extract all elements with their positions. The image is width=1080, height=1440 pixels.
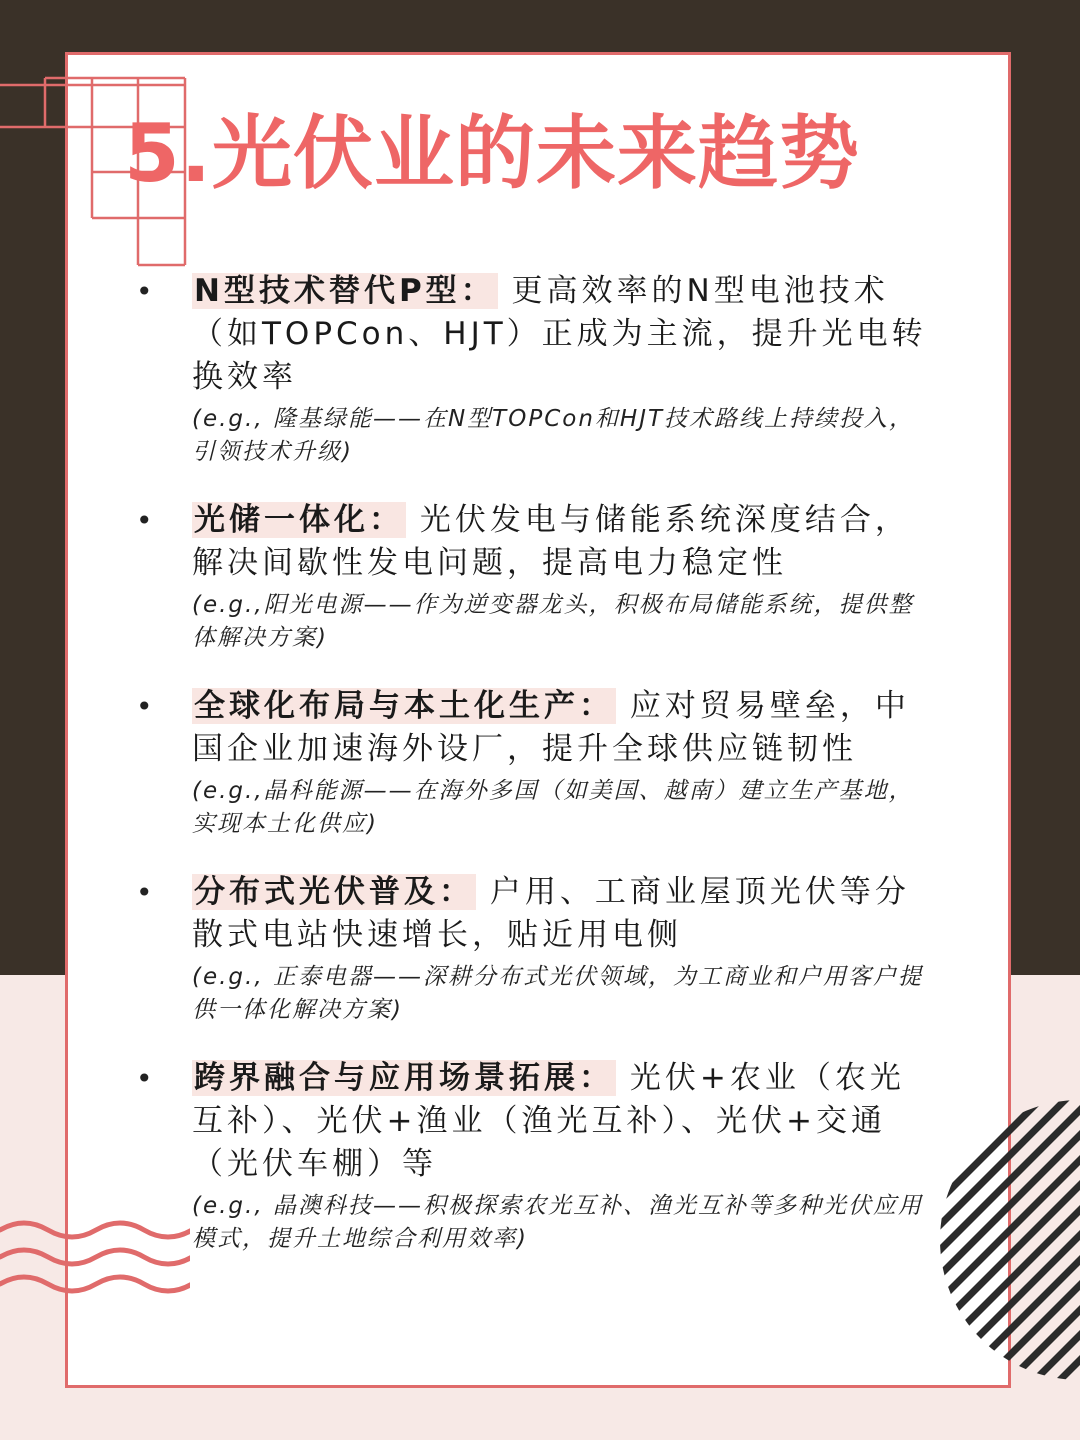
item-text [192,871,936,957]
bullet-icon: • [136,504,153,537]
item-example: (e.g.,晶科能源——在海外多国（如美国、越南）建立生产基地，实现本土化供应) [192,778,914,837]
item-text [192,499,936,585]
item-heading: 分布式光伏普及： [194,874,474,910]
trend-list [136,270,936,1286]
item-body: 光伏+农业（农光互补）、光伏+渔业（渔光互补）、光伏+交通（光伏车棚）等 [192,1060,905,1182]
item-heading: 跨界融合与应用场景拓展： [194,1060,614,1096]
item-body: 户用、工商业屋顶光伏等分散式电站快速增长，贴近用电侧 [192,874,910,953]
item-body: 光伏发电与储能系统深度结合，解决间歇性发电问题，提高电力稳定性 [192,502,910,581]
item-example: (e.g., 晶澳科技——积极探索农光互补、渔光互补等多种光伏应用模式，提升土地综合利用效率) [192,1193,923,1252]
list-item [136,499,936,655]
list-item [136,685,936,841]
item-text [192,270,936,399]
bullet-icon: • [136,1062,153,1095]
bullet-icon: • [136,876,153,909]
item-heading: 光储一体化： [194,502,404,538]
item-example: (e.g., 正泰电器——深耕分布式光伏领域，为工商业和户用客户提供一体化解决方案) [192,964,923,1023]
item-example: (e.g.,阳光电源——作为逆变器龙头，积极布局储能系统，提供整体解决方案) [192,592,914,651]
bullet-icon: • [136,690,153,723]
bullet-icon: • [136,275,153,308]
item-body: 应对贸易壁垒，中国企业加速海外设厂，提升全球供应链韧性 [192,688,910,767]
item-text [192,685,936,771]
item-text [192,1057,936,1186]
list-item [136,270,936,469]
item-example: (e.g., 隆基绿能——在N型TOPCon和HJT技术路线上持续投入，引领技术升级) [192,406,915,465]
list-item [136,871,936,1027]
item-heading: N型技术替代P型： [194,273,496,309]
stripes-decoration [935,1100,1080,1380]
item-heading: 全球化布局与本土化生产： [194,688,614,724]
page-title: 5.光伏业的未来趋势 [124,107,861,200]
item-body: 更高效率的N型电池技术（如TOPCon、HJT）正成为主流，提升光电转换效率 [192,273,927,395]
list-item [136,1057,936,1256]
